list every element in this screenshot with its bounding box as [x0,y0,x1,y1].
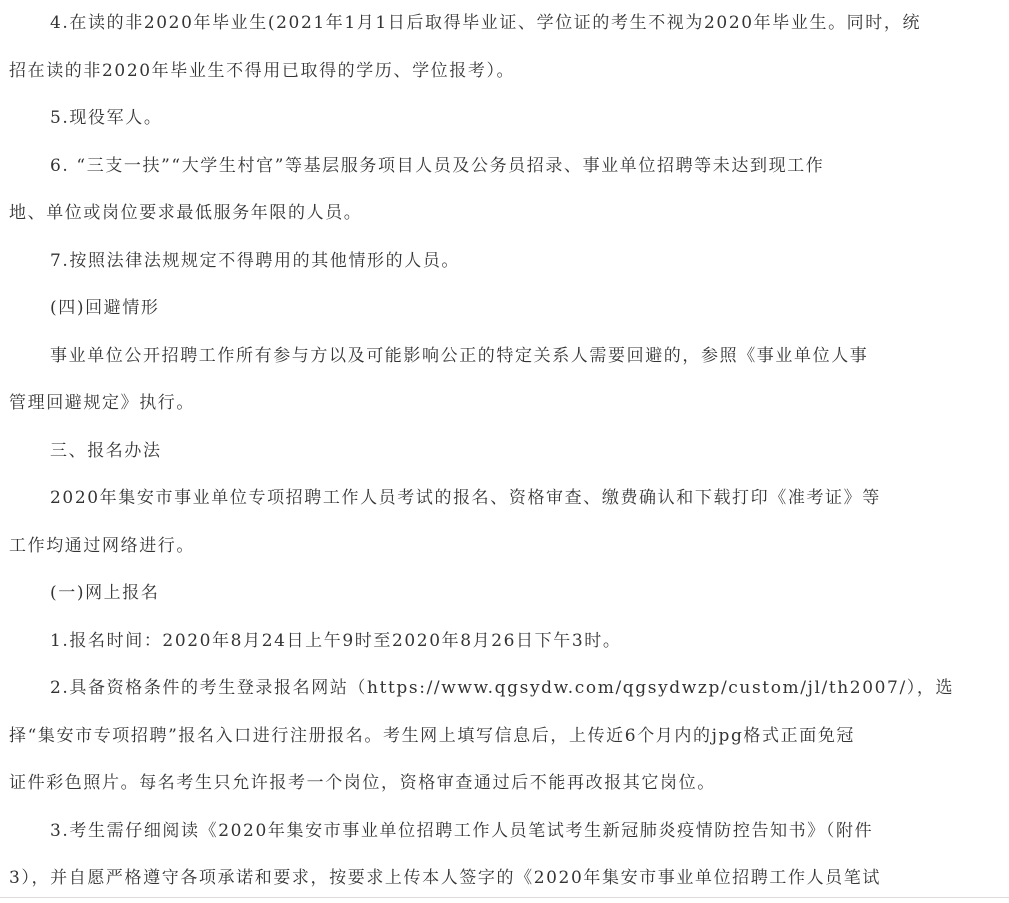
text-line-19: 3），并自愿严格遵守各项承诺和要求，按要求上传本人签字的《2020年集安市事业单位招聘工作人员笔试 [9,868,881,888]
text-line-17: 证件彩色照片。每名考生只允许报考一个岗位，资格审查通过后不能再改报其它岗位。 [9,773,716,793]
document-body [9,0,1003,903]
section-heading-avoidance: (四)回避情形 [50,298,160,318]
text-line-1: 4.在读的非2020年毕业生(2021年1月1日后取得毕业证、学位证的考生不视为2020年毕业生。同时，统 [50,13,922,33]
text-line-8: 事业单位公开招聘工作所有参与方以及可能影响公正的特定关系人需要回避的，参照《事业单位人事 [50,345,869,366]
text-line-3: 5.现役军人。 [50,108,163,128]
text-line-4: 6. “三支一扶”“大学生村官”等基层服务项目人员及公务员招录、事业单位招聘等未达到现工作 [50,155,825,176]
text-line-9: 管理回避规定》执行。 [9,393,195,413]
text-line-2: 招在读的非2020年毕业生不得用已取得的学历、学位报考）。 [9,60,516,81]
text-line-11: 2020年集安市事业单位专项招聘工作人员考试的报名、资格审查、缴费确认和下载打印《准考证》等 [50,488,881,508]
section-heading-registration: 三、报名办法 [50,440,162,461]
text-line-12: 工作均通过网络进行。 [9,535,195,556]
bottom-divider [0,897,1009,898]
text-line-18: 3.考生需仔细阅读《2020年集安市事业单位招聘工作人员笔试考生新冠肺炎疫情防控告知书》（附件 [50,820,874,841]
text-line-15: 2.具备资格条件的考生登录报名网站（https://www.qgsydw.com/qgsydwzp/custom/jl/th2007/），选 [50,678,955,698]
section-heading-online-registration: (一)网上报名 [50,583,160,603]
text-line-6: 7.按照法律法规规定不得聘用的其他情形的人员。 [50,250,461,271]
text-line-14: 1.报名时间：2020年8月24日上午9时至2020年8月26日下午3时。 [50,630,622,651]
text-line-5: 地、单位或岗位要求最低服务年限的人员。 [9,203,363,223]
text-line-16: 择“集安市专项招聘”报名入口进行注册报名。考生网上填写信息后，上传近6个月内的jpg格式正面免冠 [9,725,856,746]
